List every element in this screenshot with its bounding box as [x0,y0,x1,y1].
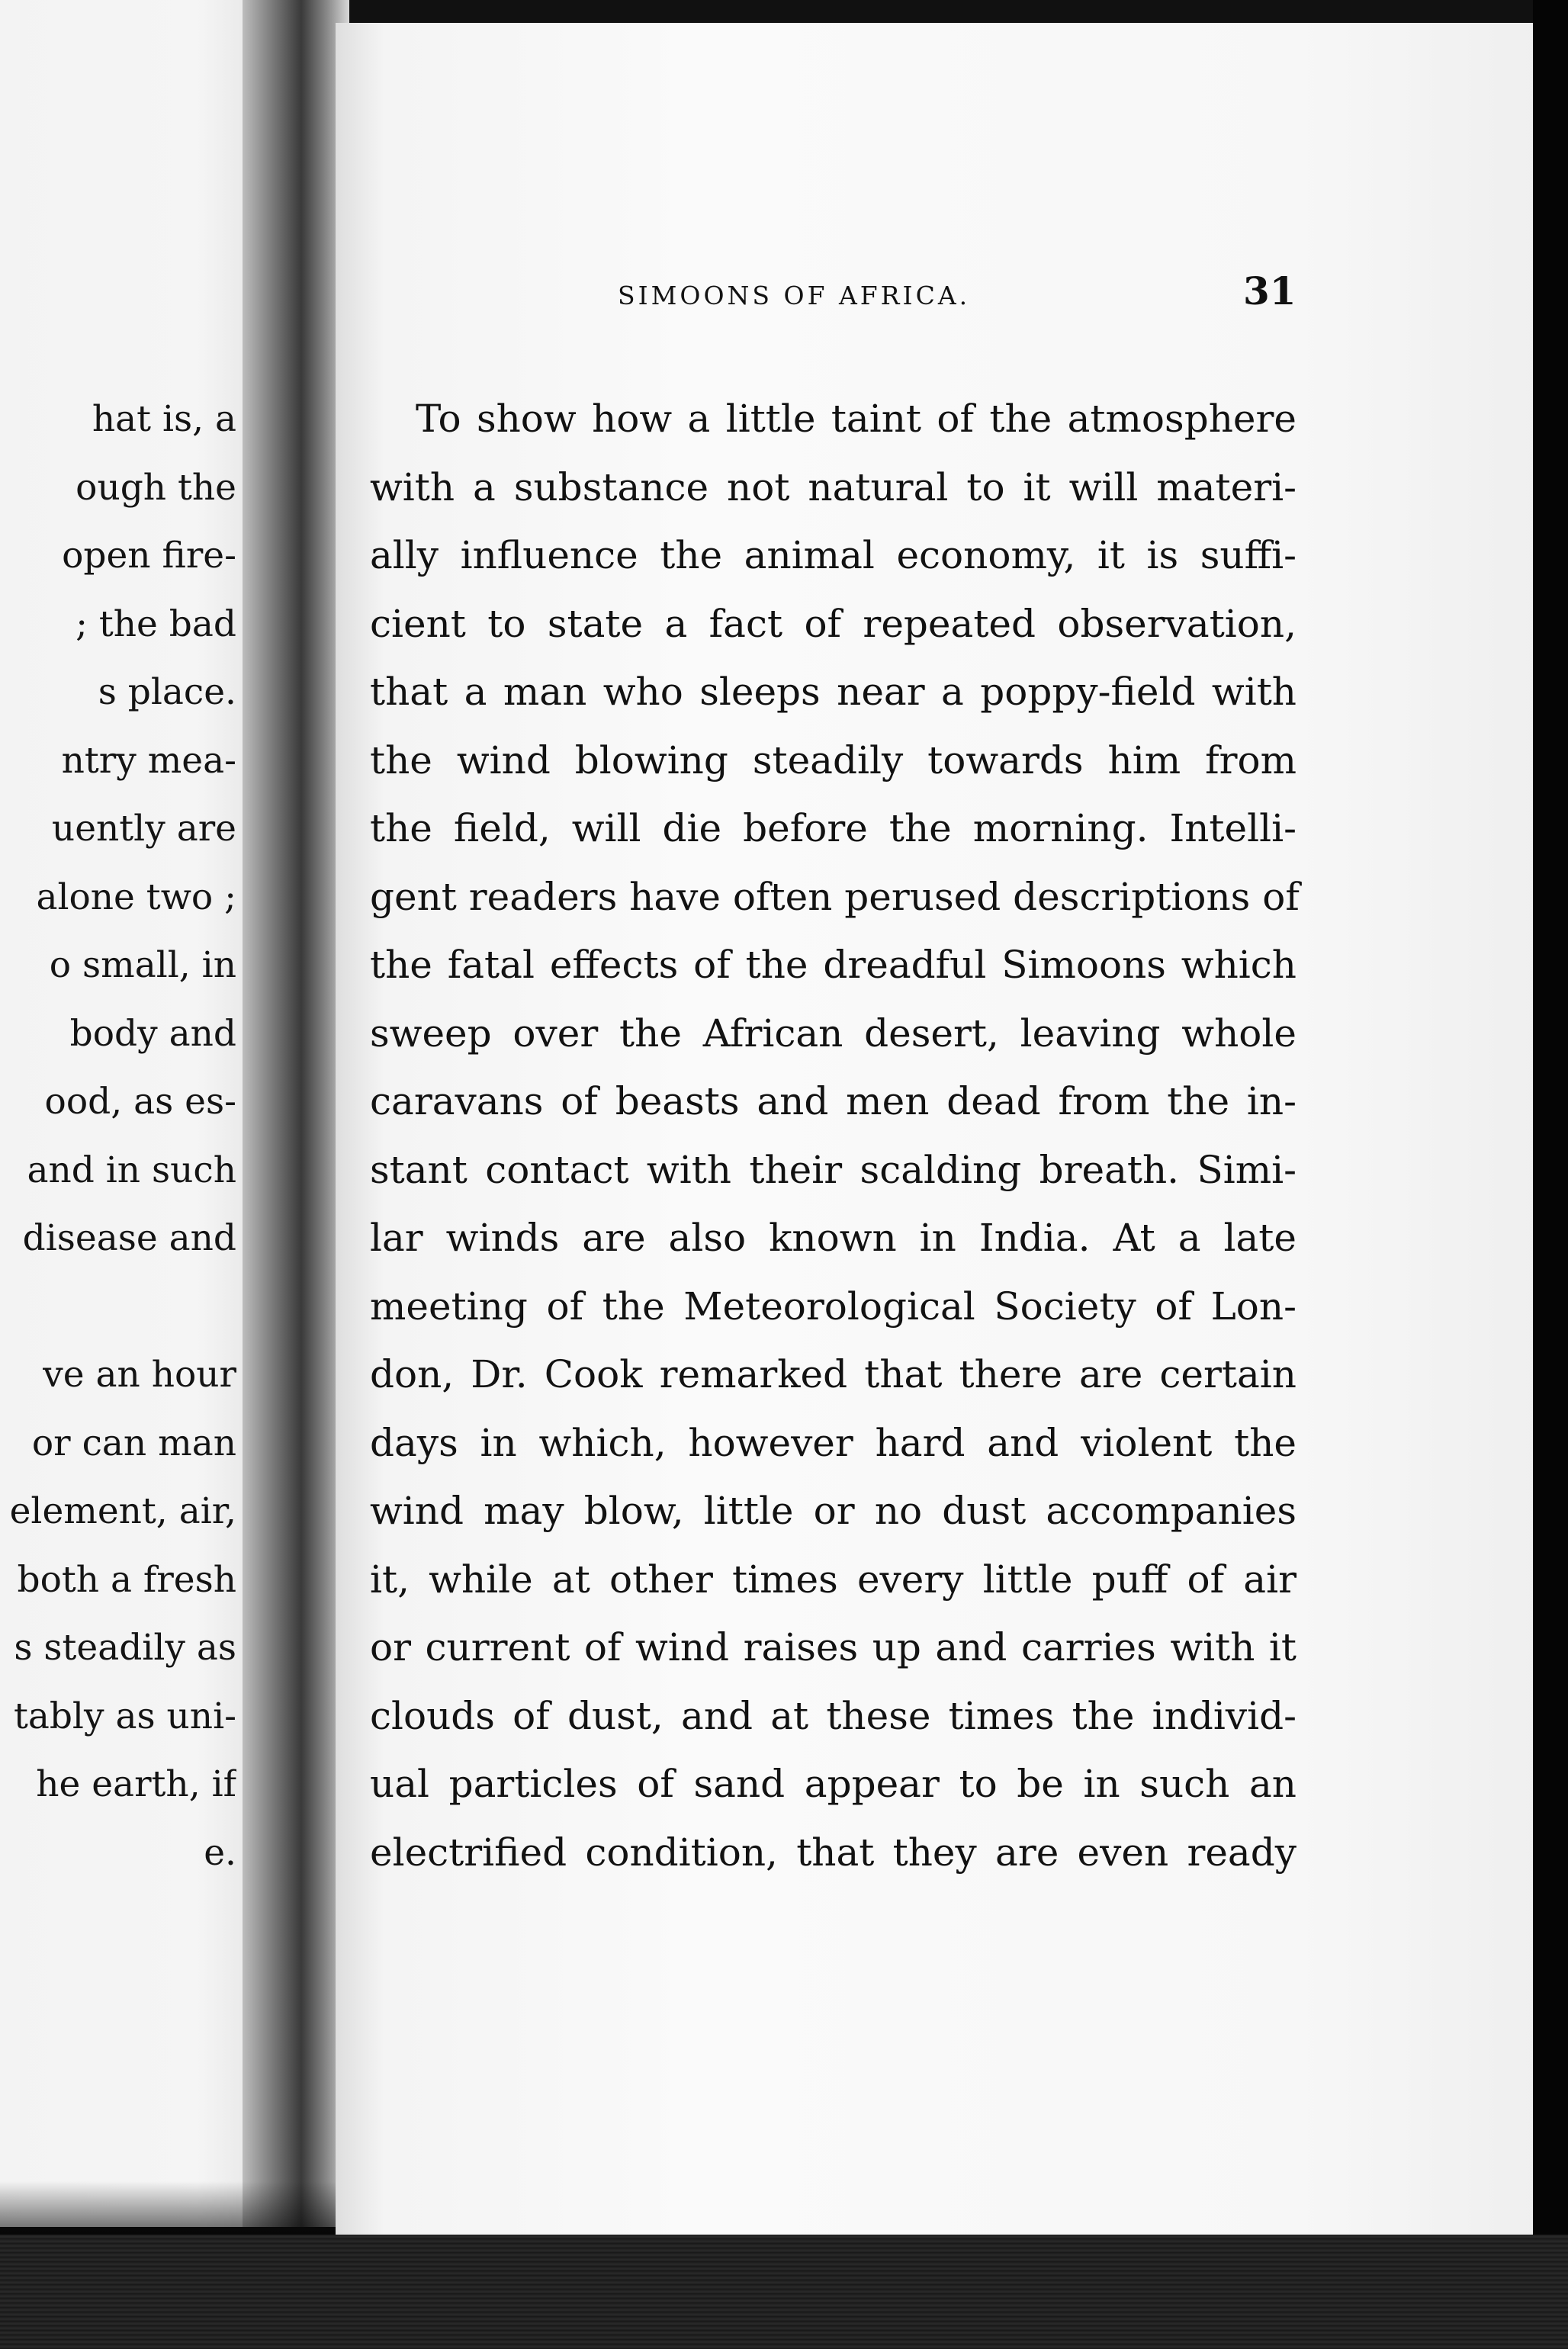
running-head: SIMOONS OF AFRICA. [618,281,971,310]
body-line: don, Dr. Cook remarked that there are certain [370,1352,1296,1396]
left-line: tably as uni- [13,1695,236,1737]
body-line: lar winds are also known in India. At a late [370,1216,1296,1260]
left-line: s place. [98,671,236,713]
left-page-text [0,385,236,1887]
body-line: caravans of beasts and men dead from the in- [370,1079,1296,1123]
body-line: the field, will die before the morning. Intelli- [370,806,1296,850]
left-line: and in such [27,1149,236,1191]
left-line: o small, in [49,944,236,986]
body-line: wind may blow, little or no dust accompanies [370,1489,1296,1533]
body-line: it, while at other times every little puff of air [370,1557,1296,1602]
left-line: hat is, a [92,398,236,440]
left-line: disease and [22,1217,236,1259]
body-line: ally influence the animal economy, it is suffi- [370,533,1296,577]
left-line: alone two ; [36,876,236,918]
left-line: ; the bad [76,603,236,645]
scan-border [1533,0,1568,2349]
page-stack-edge [0,2235,1568,2349]
body-line: electrified condition, that they are even ready [370,1830,1296,1875]
page-number: 31 [1243,268,1296,313]
body-line: days in which, however hard and violent the [370,1420,1296,1465]
body-line: meeting of the Meteorological Society of Lon- [370,1284,1296,1329]
left-line [0,1273,236,1342]
body-line: ual particles of sand appear to be in such an [370,1762,1296,1806]
left-line: both a fresh [17,1558,236,1601]
body-line: the wind blowing steadily towards him from [370,737,1296,782]
left-line: ve an hour [43,1354,236,1396]
body-line: with a substance not natural to it will materi- [370,464,1296,509]
left-line: ntry mea- [61,739,236,782]
body-line: stant contact with their scalding breath. Simi- [370,1147,1296,1192]
left-line: e. [204,1831,236,1874]
body-line: sweep over the African desert, leaving whole [370,1011,1296,1056]
left-line: open fire- [62,535,236,577]
page-shadow [0,2181,351,2235]
left-line: or can man [31,1422,236,1464]
left-line: uently are [51,808,236,850]
body-paragraph [370,385,1300,1887]
left-line: ood, as es- [44,1081,236,1123]
left-line: element, air, [9,1490,236,1532]
body-line: clouds of dust, and at these times the individ- [370,1693,1296,1738]
left-line: body and [69,1012,236,1055]
book-gutter [243,0,349,2227]
left-line: he earth, if [36,1763,236,1805]
body-line: To show how a little taint of the atmosphere [416,397,1296,441]
left-line: s steadily as [14,1627,236,1669]
body-line: that a man who sleeps near a poppy-field with [370,670,1296,714]
body-line: or current of wind raises up and carries with it [370,1625,1296,1669]
body-line: gent readers have often perused descriptions of [370,874,1300,919]
body-line: cient to state a fact of repeated observation, [370,601,1296,646]
body-line: the fatal effects of the dreadful Simoons which [370,943,1296,987]
left-line: ough the [76,466,236,509]
